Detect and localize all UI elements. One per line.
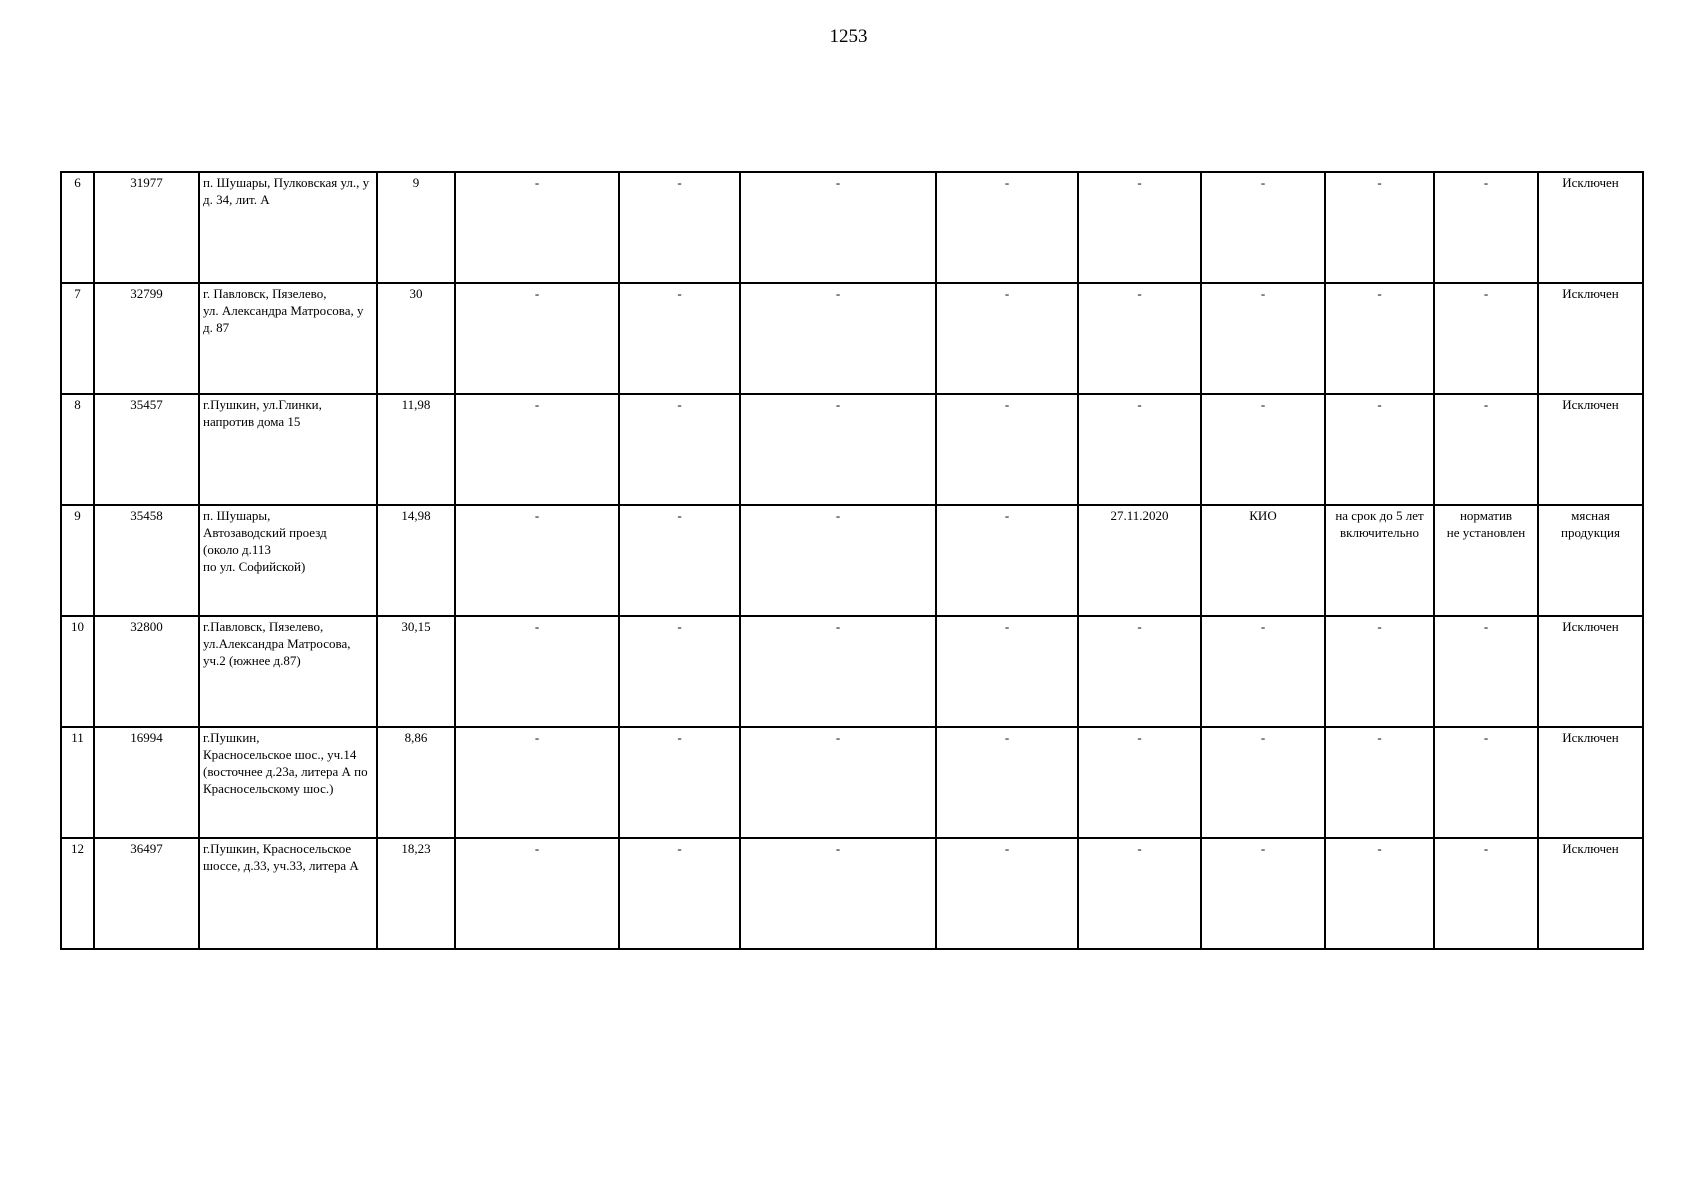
column-8-cell: - (936, 172, 1078, 283)
address-cell: п. Шушары, Пулковская ул., у д. 34, лит. А (199, 172, 377, 283)
object-id-cell: 31977 (94, 172, 199, 283)
column-7-cell: - (740, 394, 936, 505)
column-7-cell: - (740, 172, 936, 283)
organization-cell: - (1201, 727, 1325, 838)
column-8-cell: - (936, 394, 1078, 505)
row-number-cell: 9 (61, 505, 94, 616)
column-7-cell: - (740, 505, 936, 616)
status-cell: Исключен (1538, 616, 1643, 727)
area-cell: 14,98 (377, 505, 455, 616)
term-cell: на срок до 5 лет включительно (1325, 505, 1434, 616)
area-cell: 30,15 (377, 616, 455, 727)
column-5-cell: - (455, 505, 619, 616)
object-id-cell: 16994 (94, 727, 199, 838)
status-cell: Исключен (1538, 172, 1643, 283)
row-number-cell: 7 (61, 283, 94, 394)
date-cell: - (1078, 838, 1201, 949)
column-6-cell: - (619, 505, 740, 616)
date-cell: - (1078, 283, 1201, 394)
status-cell: Исключен (1538, 394, 1643, 505)
date-cell: - (1078, 172, 1201, 283)
object-id-cell: 35458 (94, 505, 199, 616)
status-cell: Исключен (1538, 838, 1643, 949)
column-8-cell: - (936, 505, 1078, 616)
column-5-cell: - (455, 394, 619, 505)
organization-cell: - (1201, 394, 1325, 505)
date-cell: - (1078, 394, 1201, 505)
address-cell: г. Павловск, Пязелево, ул. Александра Матросова, у д. 87 (199, 283, 377, 394)
table-row (61, 727, 1643, 838)
row-number-cell: 10 (61, 616, 94, 727)
table-row (61, 838, 1643, 949)
area-cell: 11,98 (377, 394, 455, 505)
column-5-cell: - (455, 616, 619, 727)
column-5-cell: - (455, 727, 619, 838)
norm-cell: - (1434, 172, 1538, 283)
term-cell: - (1325, 727, 1434, 838)
object-id-cell: 32799 (94, 283, 199, 394)
area-cell: 30 (377, 283, 455, 394)
column-6-cell: - (619, 616, 740, 727)
area-cell: 9 (377, 172, 455, 283)
area-cell: 8,86 (377, 727, 455, 838)
column-5-cell: - (455, 283, 619, 394)
norm-cell: - (1434, 838, 1538, 949)
status-cell: Исключен (1538, 283, 1643, 394)
address-cell: п. Шушары, Автозаводский проезд (около д.113 по ул. Софийской) (199, 505, 377, 616)
norm-cell: норматив не установлен (1434, 505, 1538, 616)
table-row (61, 172, 1643, 283)
term-cell: - (1325, 838, 1434, 949)
term-cell: - (1325, 172, 1434, 283)
organization-cell: КИО (1201, 505, 1325, 616)
column-5-cell: - (455, 838, 619, 949)
date-cell: - (1078, 727, 1201, 838)
area-cell: 18,23 (377, 838, 455, 949)
row-number-cell: 11 (61, 727, 94, 838)
organization-cell: - (1201, 172, 1325, 283)
norm-cell: - (1434, 283, 1538, 394)
organization-cell: - (1201, 838, 1325, 949)
column-6-cell: - (619, 394, 740, 505)
table-row (61, 394, 1643, 505)
column-6-cell: - (619, 838, 740, 949)
column-7-cell: - (740, 616, 936, 727)
row-number-cell: 12 (61, 838, 94, 949)
column-5-cell: - (455, 172, 619, 283)
column-8-cell: - (936, 283, 1078, 394)
column-7-cell: - (740, 727, 936, 838)
row-number-cell: 8 (61, 394, 94, 505)
organization-cell: - (1201, 616, 1325, 727)
date-cell: - (1078, 616, 1201, 727)
norm-cell: - (1434, 616, 1538, 727)
address-cell: г.Пушкин, Красносельское шоссе, д.33, уч.33, литера А (199, 838, 377, 949)
table-row (61, 283, 1643, 394)
column-8-cell: - (936, 616, 1078, 727)
column-7-cell: - (740, 838, 936, 949)
object-id-cell: 36497 (94, 838, 199, 949)
column-6-cell: - (619, 172, 740, 283)
row-number-cell: 6 (61, 172, 94, 283)
organization-cell: - (1201, 283, 1325, 394)
address-cell: г.Пушкин, Красносельское шос., уч.14 (восточнее д.23а, литера А по Красносельскому шос.) (199, 727, 377, 838)
norm-cell: - (1434, 727, 1538, 838)
address-cell: г.Пушкин, ул.Глинки, напротив дома 15 (199, 394, 377, 505)
status-cell: мясная продукция (1538, 505, 1643, 616)
column-6-cell: - (619, 283, 740, 394)
column-8-cell: - (936, 838, 1078, 949)
column-8-cell: - (936, 727, 1078, 838)
register-table (60, 171, 1644, 950)
term-cell: - (1325, 394, 1434, 505)
address-cell: г.Павловск, Пязелево, ул.Александра Матросова, уч.2 (южнее д.87) (199, 616, 377, 727)
column-7-cell: - (740, 283, 936, 394)
object-id-cell: 32800 (94, 616, 199, 727)
column-6-cell: - (619, 727, 740, 838)
table-row (61, 505, 1643, 616)
table-row (61, 616, 1643, 727)
date-cell: 27.11.2020 (1078, 505, 1201, 616)
norm-cell: - (1434, 394, 1538, 505)
table-body (61, 172, 1643, 949)
status-cell: Исключен (1538, 727, 1643, 838)
term-cell: - (1325, 283, 1434, 394)
page-number: 1253 (829, 26, 868, 47)
object-id-cell: 35457 (94, 394, 199, 505)
term-cell: - (1325, 616, 1434, 727)
